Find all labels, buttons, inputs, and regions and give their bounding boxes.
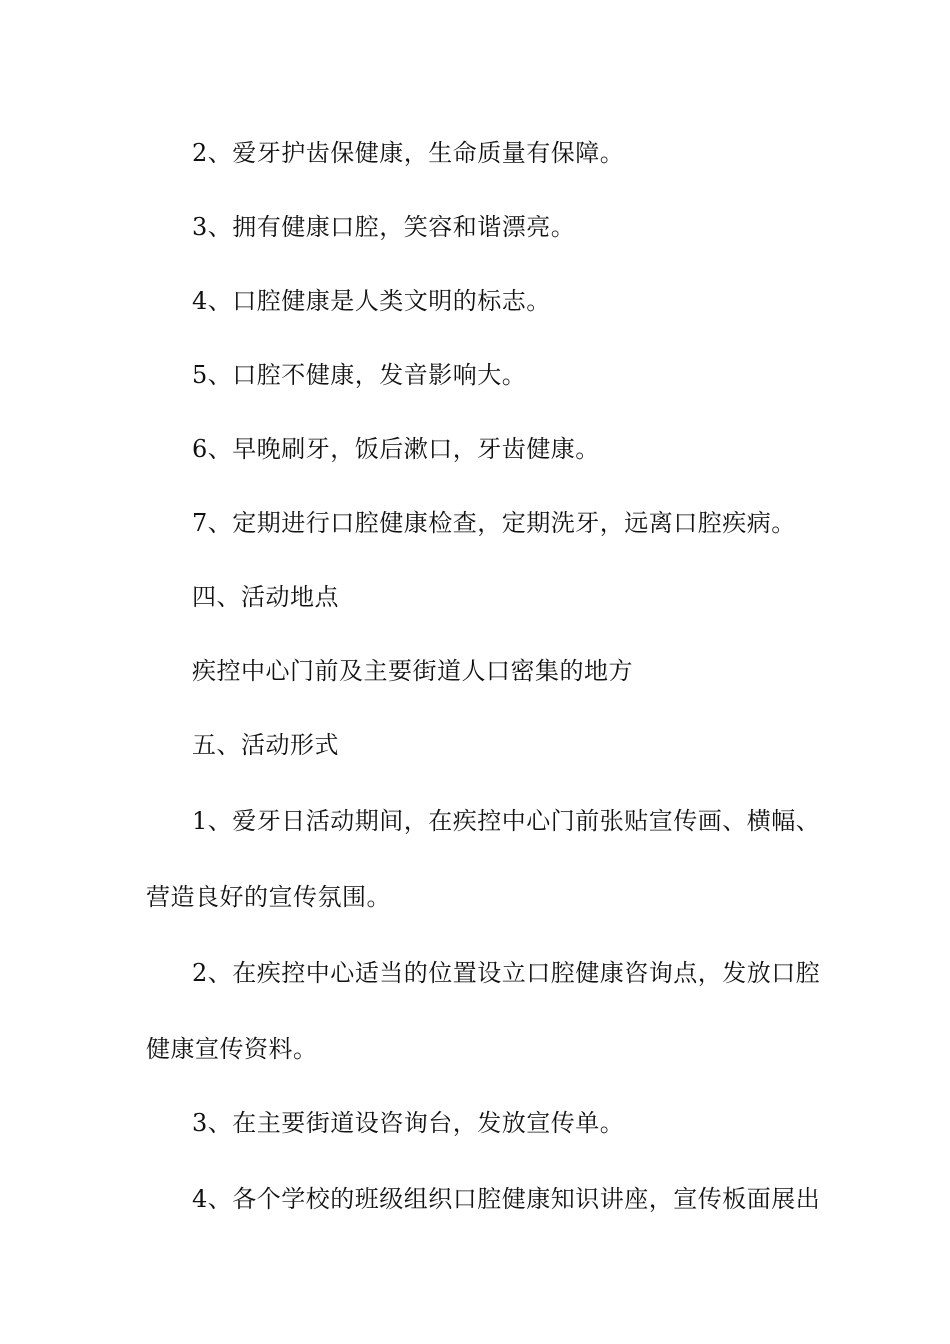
slogan-line-5: 5、口腔不健康，发音影响大。 [192, 361, 527, 389]
slogan-line-6: 6、早晚刷牙，饭后漱口，牙齿健康。 [192, 435, 600, 463]
slogan-line-7: 7、定期进行口腔健康检查，定期洗牙，远离口腔疾病。 [192, 509, 796, 537]
slogan-line-2: 2、爱牙护齿保健康，生命质量有保障。 [192, 139, 625, 167]
format-item-3: 3、在主要街道设咨询台，发放宣传单。 [192, 1109, 625, 1137]
slogan-line-3: 3、拥有健康口腔，笑容和谐漂亮。 [192, 213, 576, 241]
section-heading-location: 四、活动地点 [192, 583, 339, 611]
format-item-1-line-2: 营造良好的宣传氛围。 [146, 883, 391, 911]
format-item-2-line-1: 2、在疾控中心适当的位置设立口腔健康咨询点，发放口腔 [192, 959, 821, 987]
format-item-2-line-2: 健康宣传资料。 [146, 1035, 318, 1063]
format-item-4-line-1: 4、各个学校的班级组织口腔健康知识讲座，宣传板面展出 [192, 1185, 821, 1213]
format-item-1-line-1: 1、爱牙日活动期间，在疾控中心门前张贴宣传画、横幅、 [192, 807, 821, 835]
location-text: 疾控中心门前及主要街道人口密集的地方 [192, 657, 633, 685]
section-heading-format: 五、活动形式 [192, 731, 339, 759]
slogan-line-4: 4、口腔健康是人类文明的标志。 [192, 287, 551, 315]
